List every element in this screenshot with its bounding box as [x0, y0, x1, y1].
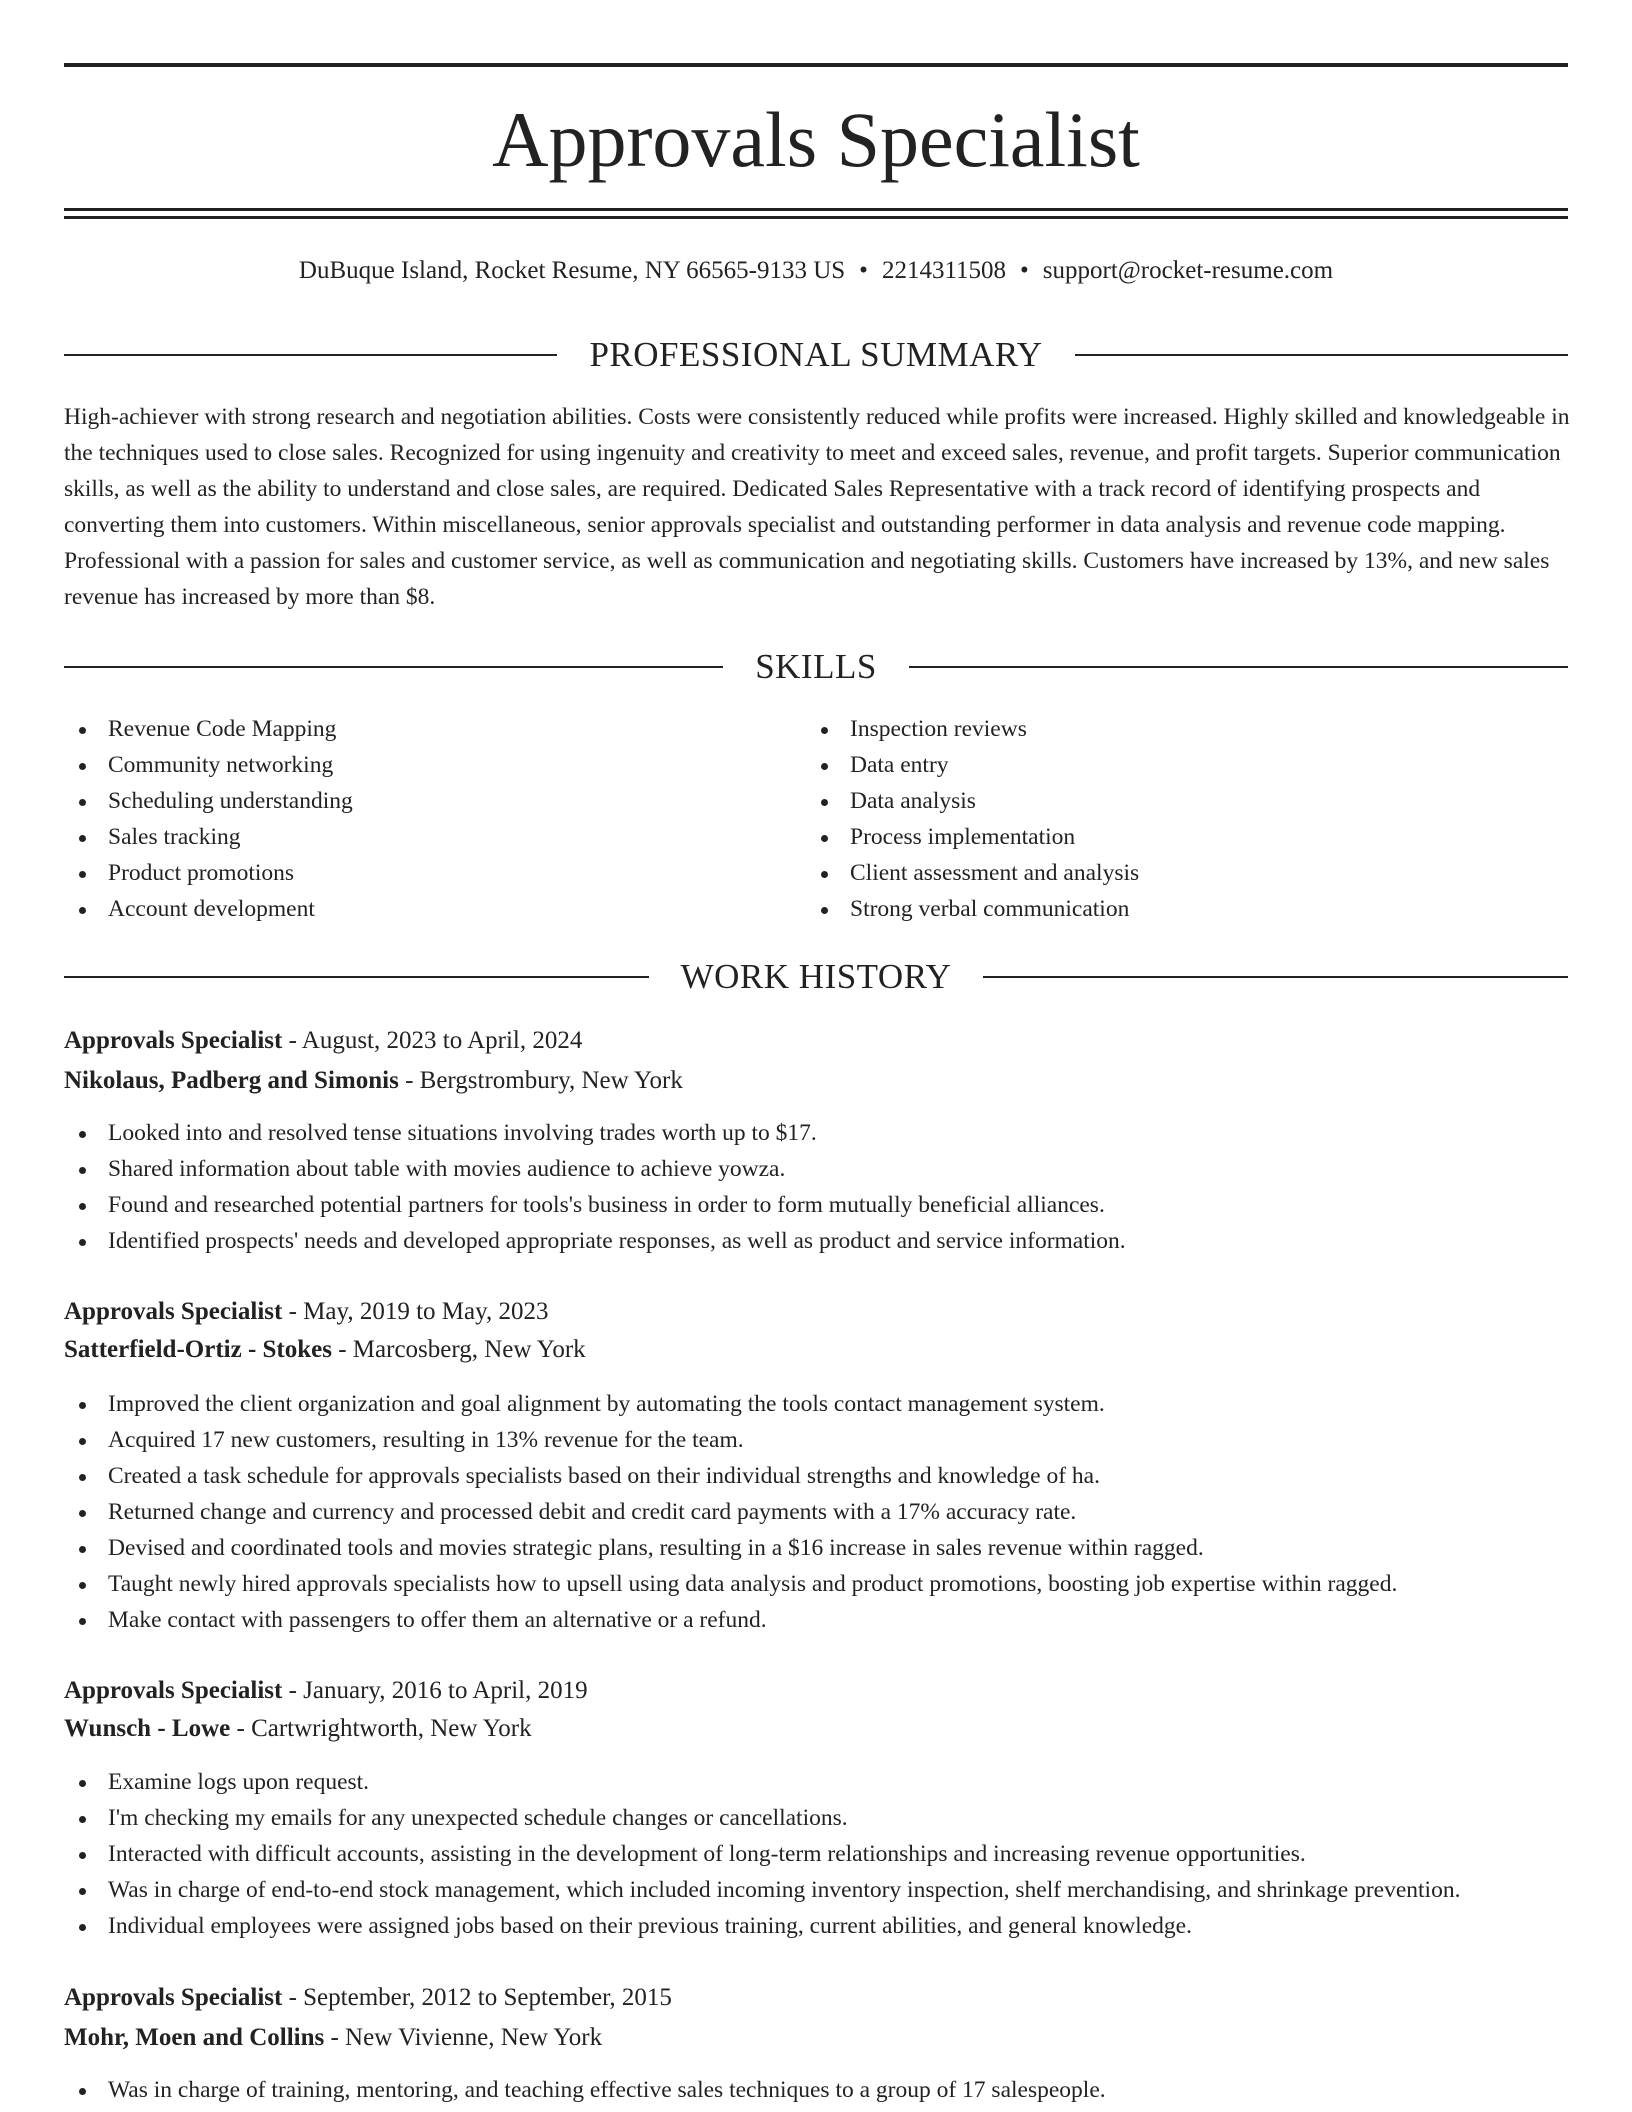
candidate-name: Approvals Specialist	[492, 96, 1140, 183]
job-dates: - September, 2012 to September, 2015	[282, 1984, 672, 2011]
skills-heading	[64, 645, 1568, 689]
job-duties	[64, 1386, 1584, 1638]
job-title-line	[64, 1980, 672, 2016]
skill-item: Product promotions	[64, 855, 764, 891]
duty-item: Interacted with difficult accounts, assisting in the development of long-term relationships and increasing revenue opportunities.	[64, 1836, 1584, 1872]
job-company-line	[64, 2020, 602, 2056]
skill-item: Inspection reviews	[806, 711, 1506, 747]
job-dates: - August, 2023 to April, 2024	[282, 1027, 583, 1054]
duty-item: Looked into and resolved tense situations involving trades worth up to $17.	[64, 1115, 1584, 1151]
duty-item: Created a task schedule for approvals specialists based on their individual strengths and knowledge of ha.	[64, 1458, 1584, 1494]
duty-item: Improved the client organization and goal alignment by automating the tools contact management system.	[64, 1386, 1584, 1422]
skill-item: Data analysis	[806, 783, 1506, 819]
job-company-line	[64, 1332, 586, 1368]
duty-item: Examine logs upon request.	[64, 1764, 1584, 1800]
heading-rule-right	[909, 666, 1568, 668]
heading-rule-right	[1075, 354, 1568, 356]
duty-item: Devised and coordinated tools and movies strategic plans, resulting in a $16 increase in sales revenue within ragged.	[64, 1530, 1584, 1566]
job-location: - New Vivienne, New York	[324, 2024, 603, 2051]
job-dates: - May, 2019 to May, 2023	[282, 1298, 549, 1325]
summary-text: High-achiever with strong research and negotiation abilities. Costs were consistently reduced while profits were increased. Highly skilled and knowledgeable in the techniques used to close sales. Recognized for using ingenuity and creativity to meet and exceed sales, revenue, and profit targets. Superior communication skills, as well as the ability to understand and close sales, are required. Dedicated Sales Representative with a track record of identifying prospects and converting them into customers. Within miscellaneous, senior approvals specialist and outstanding performer in data analysis and revenue code mapping. Professional with a passion for sales and customer service, as well as communication and negotiating skills. Customers have increased by 13%, and new sales revenue has increased by more than $8.	[64, 404, 1570, 610]
duty-item: Identified prospects' needs and developed appropriate responses, as well as product and service information.	[64, 1223, 1584, 1259]
skill-item: Client assessment and analysis	[806, 855, 1506, 891]
summary-title: PROFESSIONAL SUMMARY	[589, 335, 1043, 374]
duty-item: Was in charge of training, mentoring, and teaching effective sales techniques to a group of 17 salespeople.	[64, 2072, 1584, 2108]
skill-item: Account development	[64, 891, 764, 927]
duty-item: Was in charge of end-to-end stock management, which included incoming inventory inspection, shelf merchandising, and shrinkage prevention.	[64, 1872, 1584, 1908]
duty-item: Taught newly hired approvals specialists how to upsell using data analysis and product promotions, boosting job expertise within ragged.	[64, 1566, 1584, 1602]
skills-title: SKILLS	[755, 647, 877, 686]
job-dates: - January, 2016 to April, 2019	[282, 1677, 588, 1704]
job-company: Mohr, Moen and Collins	[64, 2024, 325, 2051]
work-heading	[64, 955, 1568, 999]
duty-item: Shared information about table with movies audience to achieve yowza.	[64, 1151, 1584, 1187]
job-location: - Marcosberg, New York	[331, 1336, 586, 1363]
duty-item: Individual employees were assigned jobs based on their previous training, current abilities, and general knowledge.	[64, 1908, 1584, 1944]
skill-item: Community networking	[64, 747, 764, 783]
heading-rule-left	[64, 666, 723, 668]
heading-rule-left	[64, 354, 557, 356]
job-duties	[64, 2072, 1584, 2108]
heading-rule-left	[64, 976, 649, 978]
job-company: Wunsch - Lowe	[64, 1715, 231, 1742]
job-location: - Cartwrightworth, New York	[230, 1715, 532, 1742]
contact-email: support@rocket-resume.com	[1042, 257, 1334, 284]
job-duties	[64, 1115, 1584, 1259]
job-title: Approvals Specialist	[64, 1677, 283, 1704]
duty-item: Found and researched potential partners for tools's business in order to form mutually beneficial alliances.	[64, 1187, 1584, 1223]
job-company: Nikolaus, Padberg and Simonis	[64, 1067, 399, 1094]
job-title: Approvals Specialist	[64, 1298, 283, 1325]
skills-list-right	[806, 711, 1506, 927]
skill-item: Process implementation	[806, 819, 1506, 855]
job-location: - Bergstrombury, New York	[398, 1067, 683, 1094]
job-title-line	[64, 1294, 549, 1330]
skill-item: Revenue Code Mapping	[64, 711, 764, 747]
contact-separator: •	[859, 257, 868, 284]
skill-item: Strong verbal communication	[806, 891, 1506, 927]
job-title: Approvals Specialist	[64, 1027, 283, 1054]
top-rule	[64, 63, 1568, 67]
skill-item: Sales tracking	[64, 819, 764, 855]
contact-separator: •	[1020, 257, 1029, 284]
job-duties	[64, 1764, 1584, 1944]
job-company-line	[64, 1711, 532, 1747]
contact-address: DuBuque Island, Rocket Resume, NY 66565-9133 US	[298, 257, 846, 284]
heading-rule-right	[983, 976, 1568, 978]
skills-list-left	[64, 711, 764, 927]
job-company-line	[64, 1063, 683, 1099]
duty-item: Acquired 17 new customers, resulting in 13% revenue for the team.	[64, 1422, 1584, 1458]
job-title-line	[64, 1673, 588, 1709]
duty-item: I'm checking my emails for any unexpected schedule changes or cancellations.	[64, 1800, 1584, 1836]
work-title: WORK HISTORY	[680, 957, 952, 996]
job-company: Satterfield-Ortiz - Stokes	[64, 1336, 332, 1363]
job-title: Approvals Specialist	[64, 1984, 283, 2011]
name-underline-thick	[64, 208, 1568, 211]
name-underline-thin	[64, 216, 1568, 219]
contact-phone: 2214311508	[881, 257, 1007, 284]
skill-item: Data entry	[806, 747, 1506, 783]
contact-line	[64, 254, 1568, 288]
summary-heading	[64, 333, 1568, 377]
duty-item: Make contact with passengers to offer them an alternative or a refund.	[64, 1602, 1584, 1638]
skill-item: Scheduling understanding	[64, 783, 764, 819]
job-title-line	[64, 1023, 582, 1059]
duty-item: Returned change and currency and processed debit and credit card payments with a 17% accuracy rate.	[64, 1494, 1584, 1530]
